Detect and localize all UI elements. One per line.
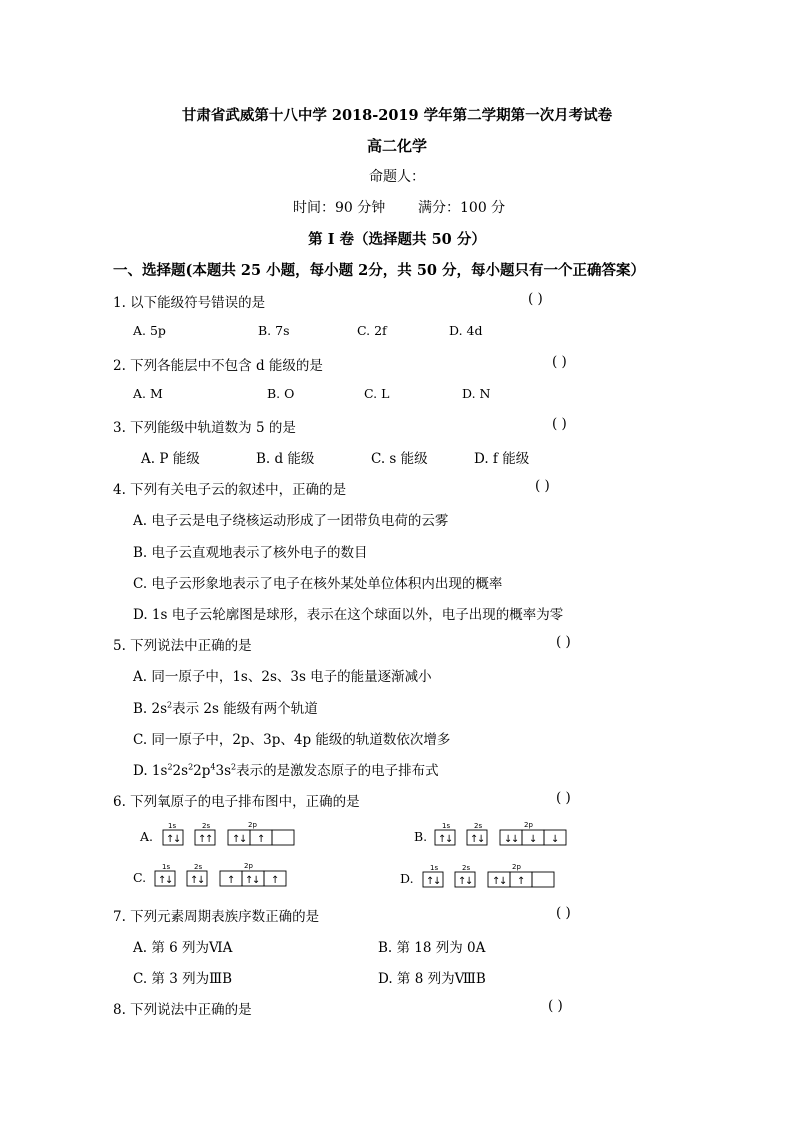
superscript: 2: [167, 762, 173, 772]
formula-part: 表示的是激发态原子的电子排布式: [236, 763, 439, 779]
exam-score: 满分：100 分: [418, 200, 506, 216]
formula-part: 2s: [172, 763, 189, 779]
part-heading: 第 I 卷（选择题共 50 分）: [308, 231, 486, 248]
orbital-2s-label: 2s: [462, 864, 471, 872]
orbital-diagram-a: [160, 820, 300, 850]
question-3-option-b: B. d 能级: [256, 451, 315, 467]
question-2-option-c: C. L: [364, 386, 390, 401]
question-6-answer-bracket: ( ): [556, 790, 571, 806]
electron-up-icon: ↑: [205, 834, 214, 845]
question-2-answer-bracket: ( ): [552, 354, 567, 370]
orbital-2p-label: 2p: [512, 863, 521, 871]
question-1-answer-bracket: ( ): [528, 291, 543, 307]
electron-up-icon: ↑: [426, 876, 435, 887]
orbital-diagram-d: [420, 862, 560, 892]
section-heading: 一、选择题(本题共 25 小题，每小题 2分，共 50 分，每小题只有一个正确答案）: [113, 262, 646, 279]
question-4-option-d: D. 1s 电子云轮廓图是球形，表示在这个球面以外，电子出现的概率为零: [133, 607, 564, 623]
electron-down-icon: ↓: [465, 876, 474, 887]
question-5-stem: 5. 下列说法中正确的是: [113, 638, 252, 654]
electron-up-icon: ↑: [257, 834, 266, 845]
electron-up-icon: ↑: [245, 875, 254, 886]
superscript: 4: [210, 762, 216, 772]
question-1-stem: 1. 以下能级符号错误的是: [113, 295, 266, 311]
electron-down-icon: ↓: [239, 834, 248, 845]
electron-up-icon: ↑: [190, 875, 199, 886]
orbital-2p-label: 2p: [248, 821, 257, 829]
question-4-answer-bracket: ( ): [535, 478, 550, 494]
question-6-stem: 6. 下列氧原子的电子排布图中，正确的是: [113, 794, 360, 810]
question-6-option-d-label: D.: [400, 871, 414, 886]
electron-down-icon: ↓: [504, 834, 513, 845]
exam-title: 甘肃省武威第十八中学 2018-2019 学年第二学期第一次月考试卷: [181, 107, 613, 124]
electron-up-icon: ↑: [166, 834, 175, 845]
superscript: 2: [231, 762, 237, 772]
exam-time: 时间：90 分钟: [293, 200, 386, 216]
electron-up-icon: ↑: [517, 876, 526, 887]
electron-down-icon: ↓: [165, 875, 174, 886]
question-2-stem: 2. 下列各能层中不包含 d 能级的是: [113, 358, 323, 374]
electron-up-icon: ↑: [227, 875, 236, 886]
question-6-option-a-label: A.: [140, 829, 154, 844]
orbital-2s-label: 2s: [194, 863, 203, 871]
electron-up-icon: ↑: [232, 834, 241, 845]
electron-down-icon: ↓: [529, 834, 538, 845]
electron-up-icon: ↑: [158, 875, 167, 886]
question-4-stem: 4. 下列有关电子云的叙述中，正确的是: [113, 482, 347, 498]
orbital-2s-label: 2s: [202, 822, 211, 830]
question-5-option-b: [133, 697, 318, 717]
question-2-option-b: B. O: [267, 386, 295, 401]
question-5-option-d: [133, 759, 439, 779]
question-7-option-c: C. 第 3 列为ⅢB: [133, 971, 233, 987]
question-2-option-a: A. M: [133, 386, 163, 401]
electron-down-icon: ↓: [477, 834, 486, 845]
question-7-option-a: A. 第 6 列为ⅥA: [133, 940, 233, 956]
question-5-option-b-prefix: B. 2s: [133, 701, 168, 717]
question-1-option-d: D. 4d: [449, 323, 483, 338]
orbital-2p-label: 2p: [244, 862, 253, 870]
orbital-1s-label: 1s: [442, 822, 451, 830]
orbital-1s-label: 1s: [162, 863, 171, 871]
electron-down-icon: ↓: [499, 876, 508, 887]
electron-up-icon: ↑: [470, 834, 479, 845]
question-1-option-c: C. 2f: [357, 323, 387, 338]
orbital-1s-label: 1s: [430, 864, 439, 872]
question-8-answer-bracket: ( ): [548, 998, 563, 1014]
superscript: 2: [167, 700, 173, 710]
question-1-option-b: B. 7s: [258, 323, 290, 338]
question-5-option-b-text: 表示 2s 能级有两个轨道: [172, 701, 318, 717]
electron-down-icon: ↓: [197, 875, 206, 886]
question-1-option-a: A. 5p: [133, 323, 166, 338]
subject-title: 高二化学: [366, 137, 427, 155]
question-4-option-a: A. 电子云是电子绕核运动形成了一团带负电荷的云雾: [133, 513, 449, 529]
electron-up-icon: ↑: [271, 875, 280, 886]
question-5-answer-bracket: ( ): [556, 634, 571, 650]
orbital-2p-label: 2p: [524, 821, 533, 829]
electron-up-icon: ↑: [198, 834, 207, 845]
question-4-option-b: B. 电子云直观地表示了核外电子的数目: [133, 545, 368, 561]
electron-down-icon: ↓: [252, 875, 261, 886]
question-7-option-b: B. 第 18 列为 0A: [378, 940, 486, 956]
electron-down-icon: ↓: [445, 834, 454, 845]
formula-part: 2p: [193, 763, 211, 779]
question-3-option-c: C. s 能级: [371, 451, 428, 467]
question-7-option-d: D. 第 8 列为ⅧB: [378, 971, 486, 987]
electron-down-icon: ↓: [511, 834, 520, 845]
question-3-option-d: D. f 能级: [474, 451, 530, 467]
superscript: 2: [188, 762, 194, 772]
formula-part: 3s: [215, 763, 232, 779]
question-7-answer-bracket: ( ): [556, 905, 571, 921]
question-4-option-c: C. 电子云形象地表示了电子在核外某处单位体积内出现的概率: [133, 576, 503, 592]
question-8-stem: 8. 下列说法中正确的是: [113, 1002, 252, 1018]
formula-part: D. 1s: [133, 763, 168, 779]
question-3-answer-bracket: ( ): [552, 416, 567, 432]
question-3-stem: 3. 下列能级中轨道数为 5 的是: [113, 420, 296, 436]
question-6-option-b-label: B.: [414, 829, 428, 844]
orbital-diagram-c: [152, 861, 292, 891]
orbital-diagram-b: [432, 820, 572, 850]
electron-up-icon: ↑: [458, 876, 467, 887]
question-7-stem: 7. 下列元素周期表族序数正确的是: [113, 909, 320, 925]
question-3-option-a: A. P 能级: [141, 451, 200, 467]
electron-up-icon: ↑: [492, 876, 501, 887]
electron-down-icon: ↓: [433, 876, 442, 887]
question-5-option-a: A. 同一原子中，1s、2s、3s 电子的能量逐渐减小: [133, 669, 432, 685]
question-2-option-d: D. N: [462, 386, 491, 401]
question-5-option-c: C. 同一原子中，2p、3p、4p 能级的轨道数依次增多: [133, 732, 451, 748]
orbital-1s-label: 1s: [168, 822, 177, 830]
electron-up-icon: ↑: [438, 834, 447, 845]
question-6-option-c-label: C.: [133, 870, 147, 885]
author-line: 命题人：: [369, 169, 425, 185]
orbital-2s-label: 2s: [474, 822, 483, 830]
electron-down-icon: ↓: [551, 834, 560, 845]
electron-down-icon: ↓: [173, 834, 182, 845]
